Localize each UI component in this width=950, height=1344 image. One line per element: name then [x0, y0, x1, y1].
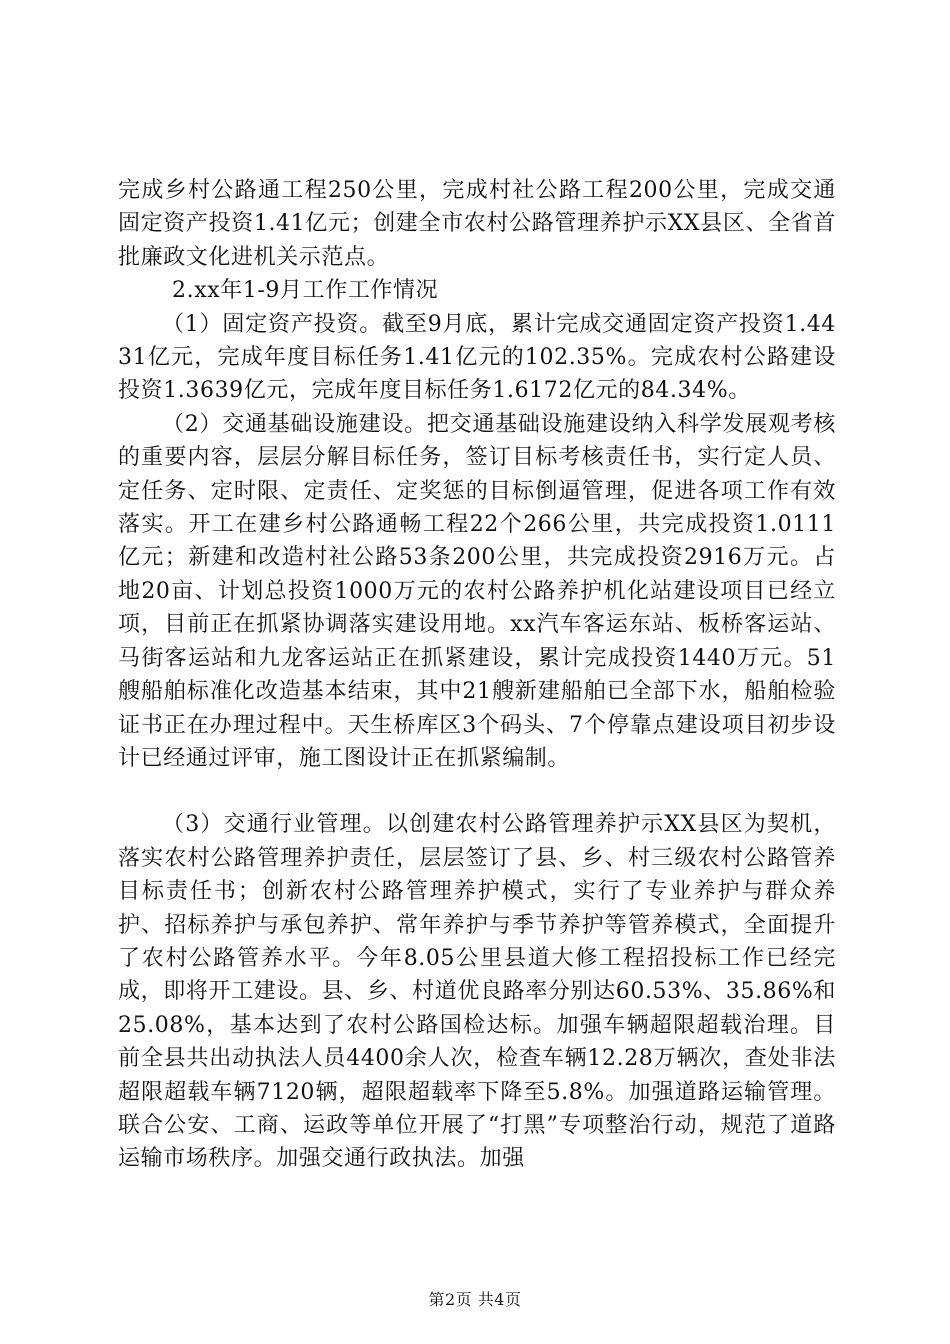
paragraph-industry-management: （3）交通行业管理。以创建农村公路管理养护示XX县区为契机，落实农村公路管理养护责任，层层签订了县、乡、村三级农村公路管养目标责任书；创新农村公路管理养护模式，实行了专业养护与群众养护、招标养护与承包养护、常年养护与季节养护等管养模式，全面提升了农村公路管养水平。今年8.05公里县道大修工程招投标工作已经完成，即将开工建设。县、乡、村道优良路率分别达60.53%、35.86%和25.08%，基本达到了农村公路国检达标。加强车辆超限超载治理。目前全县共出动执法人员4400余人次，检查车辆12.28万辆次，查处非法超限超载车辆7120辆，超限超载率下降至5.8%。加强道路运输管理。联合公安、工商、运政等单位开展了“打黑”专项整治行动，规范了道路运输市场秩序。加强交通行政执法。加强	[118, 812, 836, 1172]
section-heading: 2.xx年1-9月工作工作情况	[172, 278, 439, 304]
document-body	[118, 174, 836, 1176]
page-footer: 第2页 共4页	[428, 1290, 522, 1309]
paragraph-infrastructure: （2）交通基础设施建设。把交通基础设施建设纳入科学发展观考核的重要内容，层层分解目标任务，签订目标考核责任书，实行定人员、定任务、定时限、定责任、定奖惩的目标倒逼管理，促进各项工作有效落实。开工在建乡村公路通畅工程22个266公里，共完成投资1.0111亿元；新建和改造村社公路53条200公里，共完成投资2916万元。占地20亩、计划总投资1000万元的农村公路养护机化站建设项目已经立项，目前正在抓紧协调落实建设用地。xx汽车客运东站、板桥客运站、马街客运站和九龙客运站正在抓紧建设，累计完成投资1440万元。51艘船舶标准化改造基本结束，其中21艘新建船舶已全部下水，船舶检验证书正在办理过程中。天生桥库区3个码头、7个停靠点建设项目初步设计已经通过评审，施工图设计正在抓紧编制。	[118, 411, 836, 771]
paragraph-summary: 完成乡村公路通工程250公里，完成村社公路工程200公里，完成交通固定资产投资1.41亿元；创建全市农村公路管理养护示XX县区、全省首批廉政文化进机关示范点。	[118, 178, 836, 270]
paragraph-fixed-asset-investment: （1）固定资产投资。截至9月底，累计完成交通固定资产投资1.4431亿元，完成年度目标任务1.41亿元的102.35%。完成农村公路建设投资1.3639亿元，完成年度目标任务1.6172亿元的84.34%。	[118, 311, 836, 404]
